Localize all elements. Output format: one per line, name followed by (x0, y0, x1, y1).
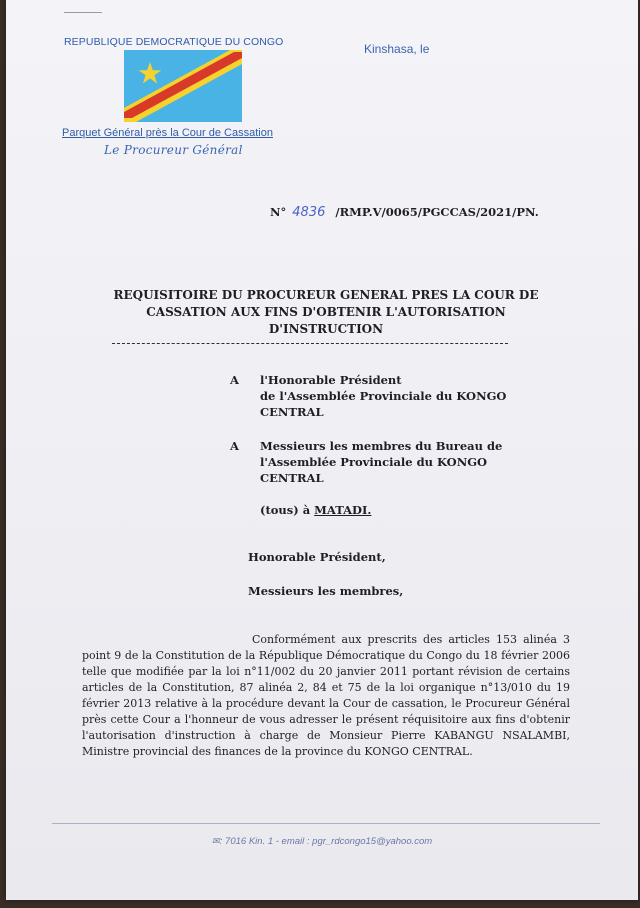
issuing-office: Parquet Général près la Cour de Cassation (62, 127, 273, 139)
addressee-marker: A (230, 373, 239, 387)
addressee-line: de l'Assemblée Provinciale du KONGO (260, 389, 507, 403)
drc-flag-icon (124, 50, 242, 122)
title-line: REQUISITOIRE DU PROCUREUR GENERAL PRES LA COUR DE (113, 288, 539, 302)
addressee-line: l'Assemblée Provinciale du KONGO (260, 455, 488, 469)
signatory-title: Le Procureur Général (104, 143, 243, 157)
addressee-line: CENTRAL (260, 405, 324, 419)
addressee-line: CENTRAL (260, 471, 324, 485)
destination-location (260, 502, 371, 518)
title-line: CASSATION AUX FINS D'OBTENIR L'AUTORISATION (146, 305, 506, 319)
city-date-line: Kinshasa, le (364, 42, 430, 56)
document-title (86, 287, 566, 338)
handwritten-number: 4836 (292, 205, 326, 220)
location-city: MATADI. (314, 503, 372, 517)
document-page (6, 0, 638, 900)
location-prefix: (tous) à (260, 503, 311, 517)
footer-divider (52, 823, 600, 824)
top-margin-mark (64, 12, 102, 13)
reference-number (270, 205, 539, 220)
addressee-line: Messieurs les membres du Bureau de (260, 439, 503, 453)
mailbox-icon: ✉ (211, 836, 220, 847)
footer-text: : 7016 Kin. 1 - email : pgr_rdcongo15@yahoo.com (219, 836, 433, 847)
reference-prefix: N° (270, 205, 287, 219)
body-text: Conformément aux prescrits des articles 153 alinéa 3 point 9 de la Constitution de la République Démocratique du Congo du 18 février 2006 telle que modifiée par la loi n°11/002 du 20 janvier 2011 portant révision de certains articles de la Constitution, 87 alinéa 2, 84 et 75 de la loi organique n°13/010 du 19 février 2013 relative à la procédure devant la Cour de cassation, le Procureur Général près cette Cour a l'honneur de vous adresser le présent réquisitoire aux fins d'obtenir l'autorisation d'instruction à charge de Monsieur Pierre KABANGU NSALAMBI, Ministre provincial des finances de la province du KONGO CENTRAL. (82, 633, 570, 758)
body-paragraph (82, 632, 570, 760)
salutation-president: Honorable Président, (248, 550, 386, 564)
footer-contact (6, 836, 638, 847)
country-name: REPUBLIQUE DEMOCRATIQUE DU CONGO (64, 36, 284, 48)
reference-code: /RMP.V/0065/PGCCAS/2021/PN. (335, 205, 539, 219)
addressee-line: l'Honorable Président (260, 373, 402, 387)
addressee-marker: A (230, 439, 239, 453)
title-line: D'INSTRUCTION (268, 322, 384, 336)
salutation-members: Messieurs les membres, (248, 584, 404, 598)
title-divider (112, 343, 508, 344)
